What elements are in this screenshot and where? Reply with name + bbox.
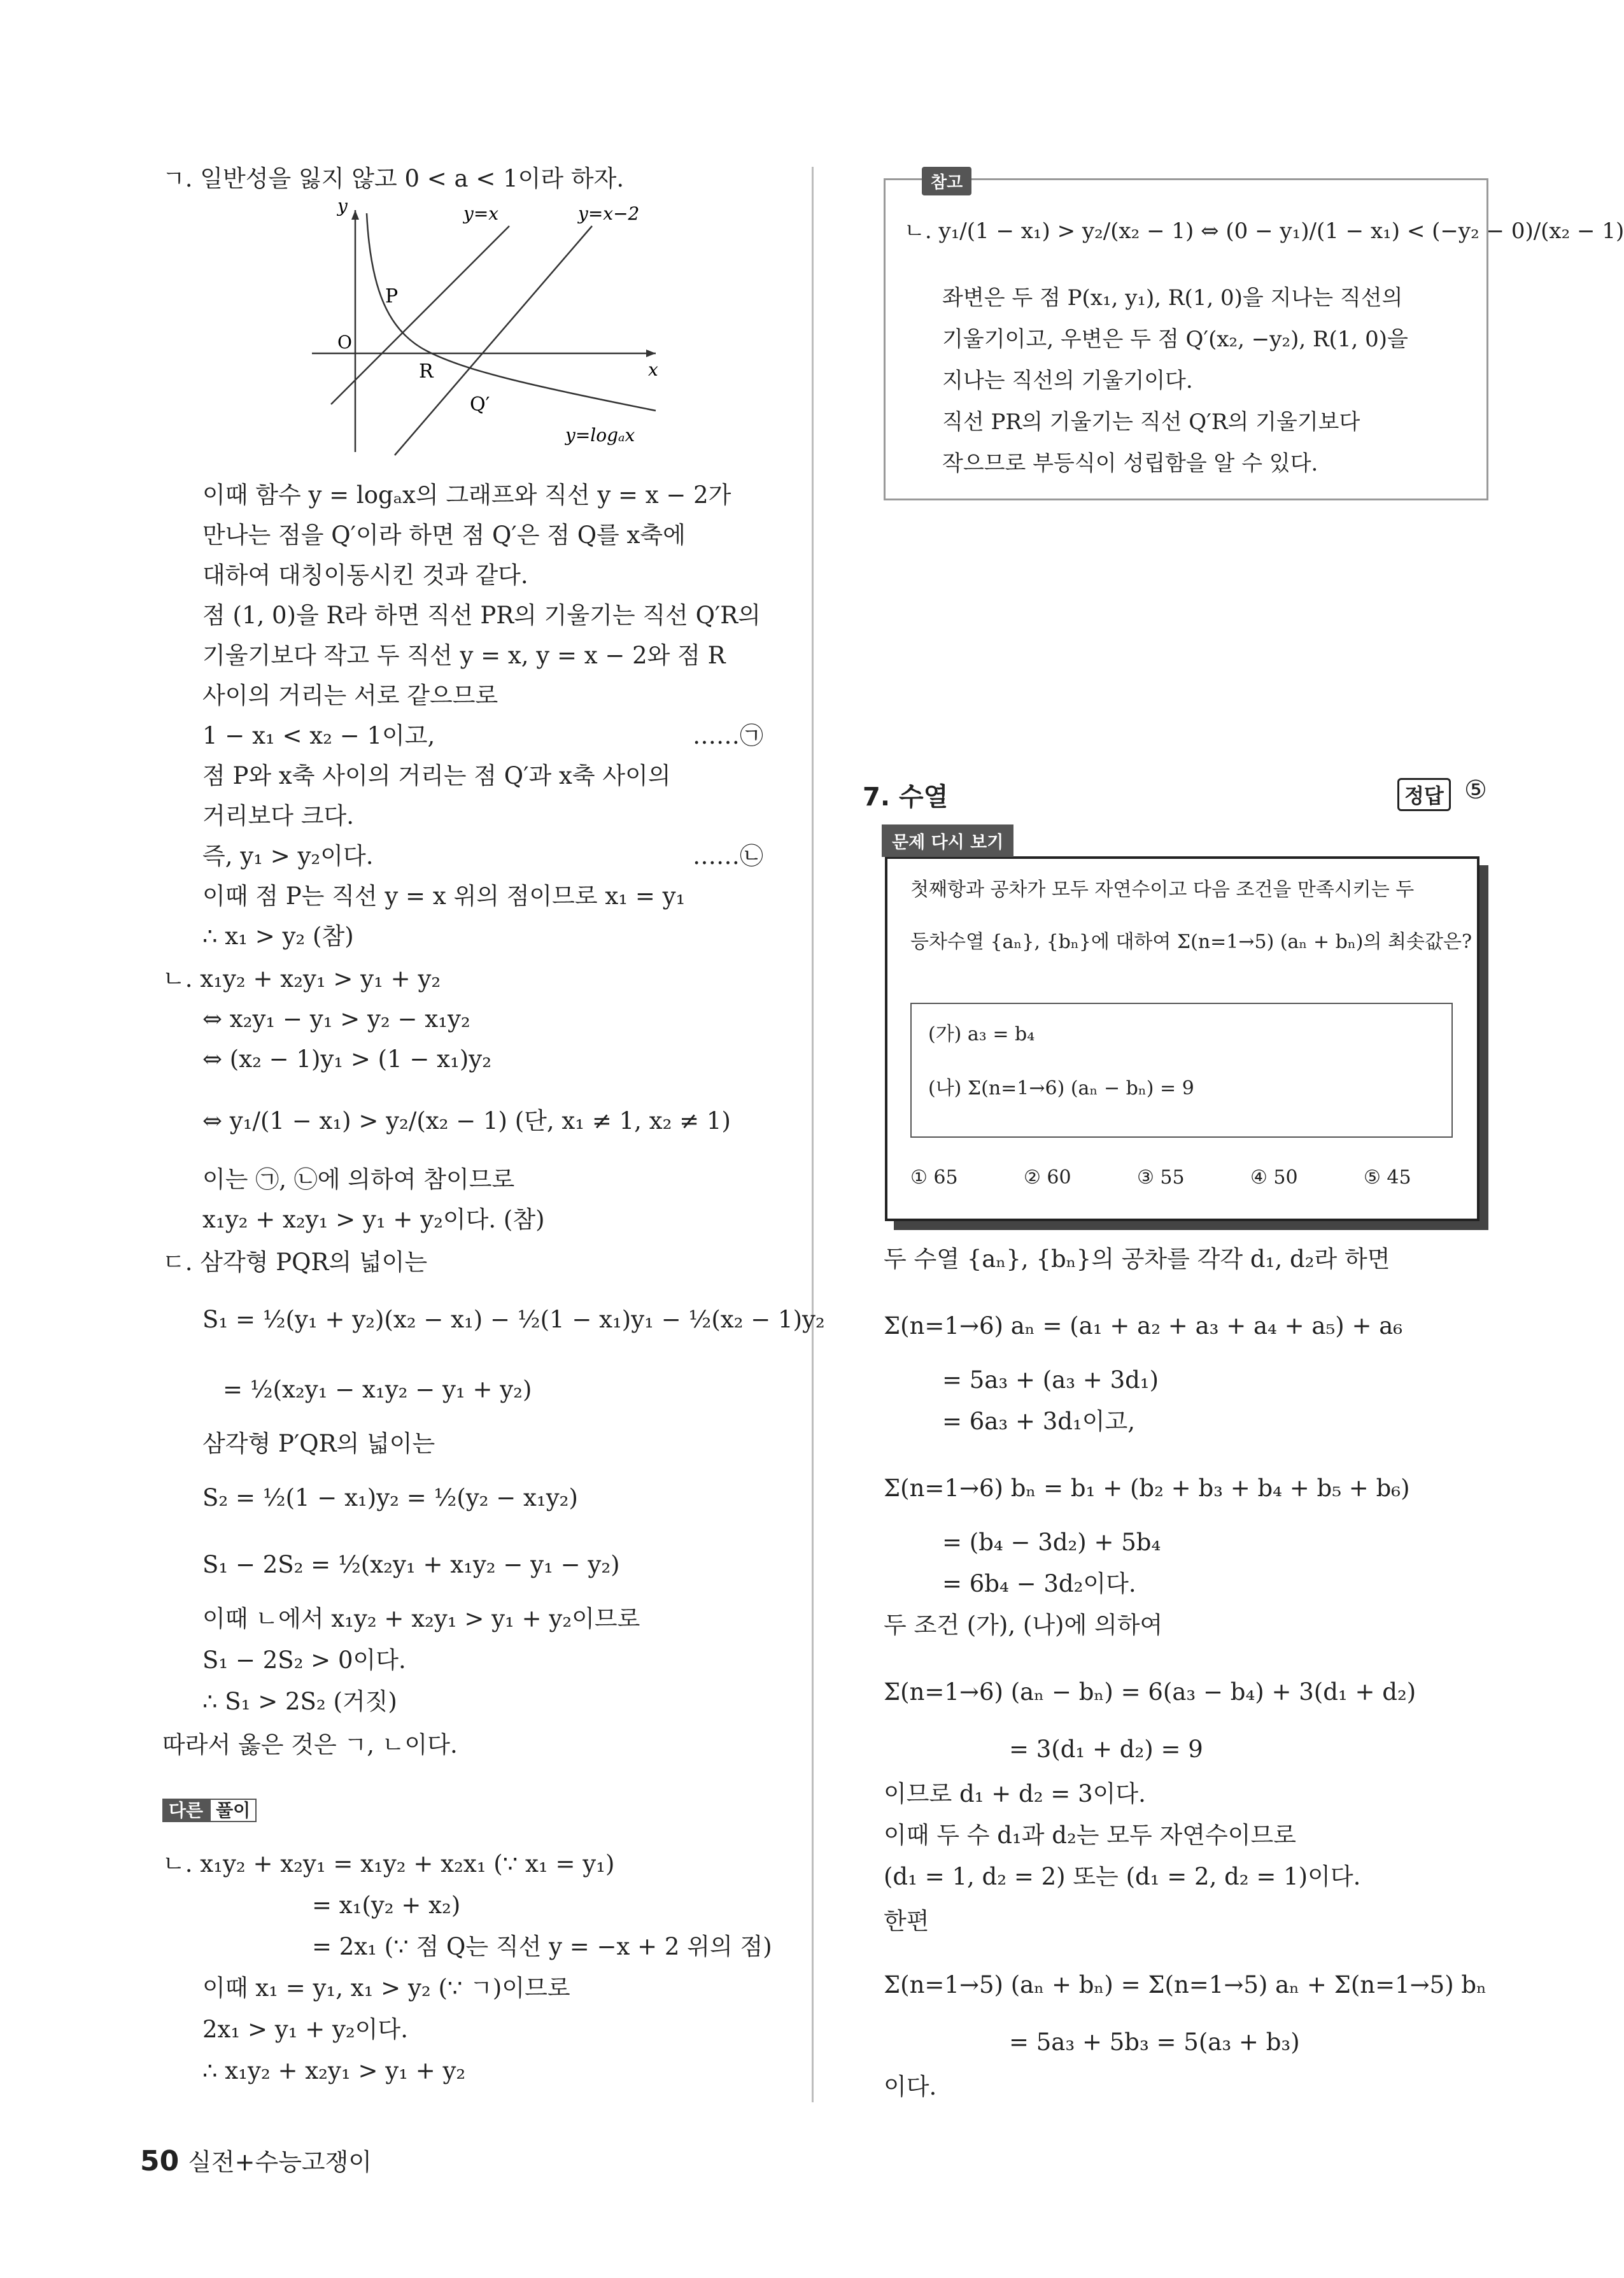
alt-line-2: = x₁(y₂ + x₂) [312,1892,461,1919]
sol-line-3: = 5a₃ + (a₃ + 3d₁) [942,1366,1159,1394]
line-y-eq-x-minus-2-label: y=x−2 [578,203,640,224]
ref-line-5: 직선 PR의 기울기는 직선 Q′R의 기울기보다 [942,409,1360,435]
left-line-19: x₁y₂ + x₂y₁ > y₁ + y₂이다. (참) [202,1206,545,1233]
condition-b: (나) Σ(n=1→6) (aₙ − bₙ) = 9 [928,1077,1194,1100]
ref-line-1: ㄴ. y₁/(1 − x₁) > y₂/(x₂ − 1) ⇔ (0 − y₁)/(1 − x₁) < (−y₂ − 0)/(x₂ − 1) [904,218,1624,244]
point-q-prime-label: Q′ [470,393,490,416]
alt-line-5: 2x₁ > y₁ + y₂이다. [202,2016,409,2043]
log-curve-label: y=logₐx [565,425,635,446]
ref-line-4: 지나는 직선의 기울기이다. [942,368,1193,393]
sol-line-8: 두 조건 (가), (나)에 의하여 [884,1611,1163,1639]
left-line-3: 만나는 점을 Q′이라 하면 점 Q′은 점 Q를 x축에 [202,521,686,549]
sol-line-15: Σ(n=1→5) (aₙ + bₙ) = Σ(n=1→5) aₙ + Σ(n=1→5) bₙ [884,1971,1487,1999]
y-axis-arrow [351,210,359,220]
y-axis-label: y [337,201,348,216]
left-line-17: ⇔ y₁/(1 − x₁) > y₂/(x₂ − 1) (단, x₁ ≠ 1, x₂ ≠ 1) [202,1107,731,1135]
origin-label: O [337,332,352,353]
page-footer [140,2142,372,2177]
sol-line-14: 한편 [884,1907,929,1935]
left-line-5: 점 (1, 0)을 R라 하면 직선 PR의 기울기는 직선 Q′R의 [202,602,761,629]
ref-line-2: 좌변은 두 점 P(x₁, y₁), R(1, 0)을 지나는 직선의 [942,285,1403,311]
left-line-4: 대하여 대칭이동시킨 것과 같다. [202,562,528,589]
left-line-13: ∴ x₁ > y₂ (참) [202,923,354,950]
sol-line-6: = (b₄ − 3d₂) + 5b₄ [942,1529,1161,1556]
left-line-21: S₁ = ½(y₁ + y₂)(x₂ − x₁) − ½(1 − x₁)y₁ − ½(x₂ − 1)y₂ [202,1306,825,1333]
choice-5: ⑤ 45 [1364,1166,1411,1189]
problem-tag: 문제 다시 보기 [882,824,1013,857]
alt-line-6: ∴ x₁y₂ + x₂y₁ > y₁ + y₂ [202,2057,466,2084]
book-title: 실전+수능고쟁이 [188,2148,372,2176]
alt-line-1: ㄴ. x₁y₂ + x₂y₁ = x₁y₂ + x₂x₁ (∵ x₁ = y₁) [162,1850,615,1878]
problem-line-1: 첫째항과 공차가 모두 자연수이고 다음 조건을 만족시키는 두 [910,879,1415,901]
sol-line-17: 이다. [884,2073,937,2100]
alt-line-3: = 2x₁ (∵ 점 Q는 직선 y = −x + 2 위의 점) [312,1933,772,1960]
sol-line-13: (d₁ = 1, d₂ = 2) 또는 (d₁ = 2, d₂ = 1)이다. [884,1863,1361,1890]
alt-line-4: 이때 x₁ = y₁, x₁ > y₂ (∵ ㄱ)이므로 [202,1974,570,2002]
left-line-11: 즉, y₁ > y₂이다. [202,842,374,870]
left-line-25: S₁ − 2S₂ = ½(x₂y₁ + x₁y₂ − y₁ − y₂) [202,1551,620,1578]
choice-3: ③ 55 [1137,1166,1185,1189]
reference-tag: 참고 [922,167,971,195]
sol-line-1: 두 수열 {aₙ}, {bₙ}의 공차를 각각 d₁, d₂라 하면 [884,1245,1390,1273]
sol-line-10: = 3(d₁ + d₂) = 9 [1009,1736,1203,1763]
left-line-27: S₁ − 2S₂ > 0이다. [202,1646,406,1674]
point-r-label: R [419,360,434,383]
x-axis-label: x [648,359,658,380]
left-line-22: = ½(x₂y₁ − x₁y₂ − y₁ + y₂) [223,1376,532,1403]
sol-line-9: Σ(n=1→6) (aₙ − bₙ) = 6(a₃ − b₄) + 3(d₁ + d₂) [884,1678,1416,1706]
choice-1: ① 65 [910,1166,958,1189]
left-line-7: 사이의 거리는 서로 같으므로 [202,682,498,709]
left-line-6: 기울기보다 작고 두 직선 y = x, y = x − 2와 점 R [202,642,726,669]
left-line-14: ㄴ. x₁y₂ + x₂y₁ > y₁ + y₂ [162,965,441,993]
ref-line-6: 작으므로 부등식이 성립함을 알 수 있다. [942,451,1318,476]
sol-line-12: 이때 두 수 d₁과 d₂는 모두 자연수이므로 [884,1822,1296,1849]
sol-line-11: 이므로 d₁ + d₂ = 3이다. [884,1780,1146,1808]
problem-line-2: 등차수열 {aₙ}, {bₙ}에 대하여 Σ(n=1→5) (aₙ + bₙ)의 최솟값은? [910,931,1472,953]
choice-4: ④ 50 [1250,1166,1298,1189]
sol-line-4: = 6a₃ + 3d₁이고, [942,1408,1136,1435]
sol-line-2: Σ(n=1→6) aₙ = (a₁ + a₂ + a₃ + a₄ + a₅) + a₆ [884,1312,1403,1340]
x-axis-arrow [646,350,656,357]
left-line-16: ⇔ (x₂ − 1)y₁ > (1 − x₁)y₂ [202,1045,492,1073]
log-graph-figure [299,201,694,458]
point-p-label: P [385,285,399,308]
choice-2: ② 60 [1024,1166,1071,1189]
mark-circle-1: ……㉠ [693,722,763,749]
line-y-eq-x-minus-2 [395,226,592,455]
log-curve [367,213,656,411]
sol-line-16: = 5a₃ + 5b₃ = 5(a₃ + b₃) [1009,2028,1300,2056]
column-divider [812,167,814,2102]
left-line-29: 따라서 옳은 것은 ㄱ, ㄴ이다. [162,1731,458,1758]
left-line-15: ⇔ x₂y₁ − y₁ > y₂ − x₁y₂ [202,1005,470,1033]
mark-circle-2: ……㉡ [693,842,763,870]
alt-solution-tag: 다른 풀이 [162,1797,257,1822]
left-line-1: ㄱ. 일반성을 잃지 않고 0 < a < 1이라 하자. [162,165,625,192]
section-heading: 7. 수열 [863,782,949,812]
page-number: 50 [140,2145,180,2177]
left-line-2: 이때 함수 y = logₐx의 그래프와 직선 y = x − 2가 [202,481,731,509]
left-line-26: 이때 ㄴ에서 x₁y₂ + x₂y₁ > y₁ + y₂이므로 [202,1605,640,1632]
left-line-18: 이는 ㉠, ㉡에 의하여 참이므로 [202,1166,515,1193]
answer-value: ⑤ [1464,775,1487,805]
line-y-eq-x-label: y=x [463,203,499,224]
left-line-9: 점 P와 x축 사이의 거리는 점 Q′과 x축 사이의 [202,762,671,789]
answer-tag: 정답 [1397,778,1451,811]
sol-line-5: Σ(n=1→6) bₙ = b₁ + (b₂ + b₃ + b₄ + b₅ + b₆) [884,1475,1410,1502]
left-line-23: 삼각형 P′QR의 넓이는 [202,1430,435,1457]
left-line-24: S₂ = ½(1 − x₁)y₂ = ½(y₂ − x₁y₂) [202,1484,578,1511]
condition-a: (가) a₃ = b₄ [928,1023,1035,1045]
left-line-20: ㄷ. 삼각형 PQR의 넓이는 [162,1249,428,1276]
ref-line-3: 기울기이고, 우변은 두 점 Q′(x₂, −y₂), R(1, 0)을 [942,327,1408,352]
left-line-28: ∴ S₁ > 2S₂ (거짓) [202,1688,397,1715]
left-line-8: 1 − x₁ < x₂ − 1이고, [202,722,435,749]
sol-line-7: = 6b₄ − 3d₂이다. [942,1570,1136,1597]
left-line-10: 거리보다 크다. [202,802,354,830]
left-line-12: 이때 점 P는 직선 y = x 위의 점이므로 x₁ = y₁ [202,882,686,910]
